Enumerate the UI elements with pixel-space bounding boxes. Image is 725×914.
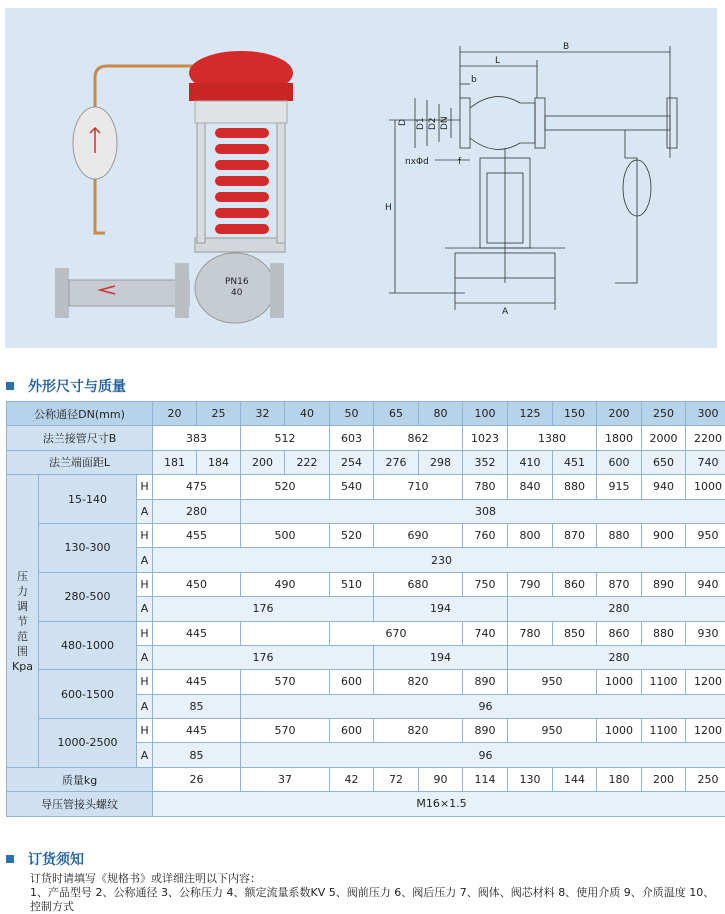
table-cell: 930 [686,621,725,645]
h-label: H [137,475,153,499]
table-cell: 600 [330,670,374,694]
table-cell: 1000 [686,475,725,499]
table-cell: 890 [463,719,508,743]
table-cell: 130 [508,767,553,791]
label-L: L [495,56,500,66]
table-cell: 603 [330,426,374,450]
valve-photo [55,28,315,328]
table-row [7,572,725,596]
table-cell: 85 [153,743,241,767]
table-cell: 280 [153,499,241,523]
table-cell: 200 [241,450,285,474]
table-cell: 570 [241,670,330,694]
a-label: A [137,499,153,523]
mass-label: 质量kg [7,767,153,791]
table-cell: 540 [330,475,374,499]
order-title: 订货须知 [28,849,84,869]
h-label: H [137,621,153,645]
label-DN: DN [440,116,450,130]
table-cell: 180 [597,767,642,791]
dn-header-label: 公称通径DN(mm) [7,402,153,426]
table-cell: 1000 [597,719,642,743]
table-cell: 445 [153,670,241,694]
table-cell: 760 [463,523,508,547]
dn-cell: 25 [197,402,241,426]
dn-cell: 300 [686,402,725,426]
range-label: 280-500 [39,572,137,621]
table-cell: M16×1.5 [153,792,725,816]
table-cell: 26 [153,767,241,791]
table-cell: 600 [597,450,642,474]
table-cell: 1200 [686,719,725,743]
table-cell: 950 [686,523,725,547]
table-cell: 176 [153,645,374,669]
table-cell: 915 [597,475,642,499]
dimensions-title: 外形尺寸与质量 [28,376,126,396]
table-cell: 570 [241,719,330,743]
table-cell: 90 [419,767,463,791]
a-label: A [137,597,153,621]
mass-row [7,767,725,791]
table-cell: 1100 [642,670,686,694]
table-cell: 880 [553,475,597,499]
table-cell: 690 [374,523,463,547]
flange-face-row [7,450,725,474]
flange-pipe-label: 法兰接管尺寸B [7,426,153,450]
table-cell: 740 [463,621,508,645]
table-cell: 490 [241,572,330,596]
table-cell: 900 [642,523,686,547]
dn-cell: 50 [330,402,374,426]
dn-cell: 40 [285,402,330,426]
a-label: A [137,694,153,718]
table-cell: 455 [153,523,241,547]
table-cell: 820 [374,719,463,743]
table-cell: 520 [241,475,330,499]
table-cell: 520 [330,523,374,547]
dn-cell: 150 [553,402,597,426]
table-cell: 710 [374,475,463,499]
table-cell: 85 [153,694,241,718]
table-cell: 890 [642,572,686,596]
table-cell: 2000 [642,426,686,450]
table-cell: 2200 [686,426,725,450]
valve-mark-1: PN16 [225,277,249,287]
table-cell: 500 [241,523,330,547]
dn-cell: 65 [374,402,419,426]
order-notes [30,872,720,914]
table-cell: 176 [153,597,374,621]
order-line-2: 1、产品型号 2、公称通径 3、公称压力 4、额定流量系数KV 5、阀前压力 6、阀后压力 7、阀体、阀芯材料 8、使用介质 9、介质温度 10、控制方式 [30,886,720,914]
table-cell: 860 [597,621,642,645]
table-cell: 96 [241,743,725,767]
label-H: H [385,203,392,213]
table-cell: 114 [463,767,508,791]
dn-cell: 250 [642,402,686,426]
table-cell: 1380 [508,426,597,450]
table-cell: 510 [330,572,374,596]
table-cell: 880 [642,621,686,645]
table-cell: 250 [686,767,725,791]
order-section-header [6,849,84,869]
a-label: A [137,743,153,767]
table-row [7,621,725,645]
table-cell: 194 [374,597,508,621]
h-label: H [137,572,153,596]
table-cell: 1000 [597,670,642,694]
table-row [7,719,725,743]
table-cell: 410 [508,450,553,474]
table-cell: 840 [508,475,553,499]
table-cell: 308 [241,499,725,523]
table-cell: 950 [508,670,597,694]
range-label: 15-140 [39,475,137,524]
table-cell: 862 [374,426,463,450]
table-cell: 600 [330,719,374,743]
table-cell: 870 [597,572,642,596]
square-bullet-icon [6,855,14,863]
table-cell: 670 [330,621,463,645]
dimensions-section-header [6,376,126,396]
table-cell: 254 [330,450,374,474]
table-cell: 475 [153,475,241,499]
table-cell: 512 [241,426,330,450]
table-cell: 280 [508,645,725,669]
table-cell: 750 [463,572,508,596]
label-D: D [398,119,408,126]
table-cell: 820 [374,670,463,694]
table-cell: 37 [241,767,330,791]
table-row [7,670,725,694]
table-cell: 445 [153,719,241,743]
table-cell: 940 [642,475,686,499]
table-cell: 880 [597,523,642,547]
dn-cell: 32 [241,402,285,426]
order-line-1: 订货时请填写《规格书》或详细注明以下内容： [30,872,720,886]
dn-cell: 200 [597,402,642,426]
table-cell: 740 [686,450,725,474]
h-label: H [137,719,153,743]
table-cell: 780 [508,621,553,645]
a-label: A [137,645,153,669]
label-b: b [471,75,477,85]
table-cell: 800 [508,523,553,547]
table-cell: 42 [330,767,374,791]
table-row [7,475,725,499]
dimension-drawing [375,38,695,318]
table-cell: 450 [153,572,241,596]
table-cell: 1200 [686,670,725,694]
table-cell: 181 [153,450,197,474]
table-cell: 230 [153,548,725,572]
dn-cell: 100 [463,402,508,426]
table-cell: 184 [197,450,241,474]
range-label: 1000-2500 [39,719,137,768]
table-cell: 650 [642,450,686,474]
label-nxd: nxΦd [405,157,429,167]
table-cell: 1023 [463,426,508,450]
table-cell: 72 [374,767,419,791]
square-bullet-icon [6,382,14,390]
label-D2: D2 [428,117,438,130]
table-cell: 383 [153,426,241,450]
table-cell: 860 [553,572,597,596]
table-cell: 680 [374,572,463,596]
dn-cell: 125 [508,402,553,426]
h-label: H [137,670,153,694]
a-label: A [137,548,153,572]
table-cell: 276 [374,450,419,474]
table-cell: 144 [553,767,597,791]
table-cell: 445 [153,621,241,645]
table-cell: 194 [374,645,508,669]
range-label: 480-1000 [39,621,137,670]
label-A: A [502,307,509,317]
dn-header-row [7,402,725,426]
table-cell: 790 [508,572,553,596]
table-cell: 298 [419,450,463,474]
table-cell: 940 [686,572,725,596]
table-cell: 870 [553,523,597,547]
flange-pipe-row [7,426,725,450]
pressure-range-label: 压 力 调 节 范 围 Kpa [7,475,39,768]
range-label: 130-300 [39,523,137,572]
spec-table [6,401,725,817]
table-cell: 850 [553,621,597,645]
product-banner [5,8,717,348]
table-cell: 222 [285,450,330,474]
dn-cell: 80 [419,402,463,426]
label-f: f [458,157,462,167]
valve-mark-2: 40 [231,288,243,298]
table-row [7,523,725,547]
table-cell: 1100 [642,719,686,743]
table-cell: 1800 [597,426,642,450]
table-cell: 96 [241,694,725,718]
table-cell [241,621,330,645]
thread-label: 导压管接头螺纹 [7,792,153,816]
thread-row [7,792,725,816]
table-cell: 200 [642,767,686,791]
range-label: 600-1500 [39,670,137,719]
label-D1: D1 [416,117,426,130]
flange-face-label: 法兰端面距L [7,450,153,474]
table-cell: 890 [463,670,508,694]
dn-cell: 20 [153,402,197,426]
table-cell: 280 [508,597,725,621]
table-cell: 352 [463,450,508,474]
label-B: B [563,42,569,52]
table-cell: 451 [553,450,597,474]
table-cell: 780 [463,475,508,499]
h-label: H [137,523,153,547]
table-cell: 950 [508,719,597,743]
